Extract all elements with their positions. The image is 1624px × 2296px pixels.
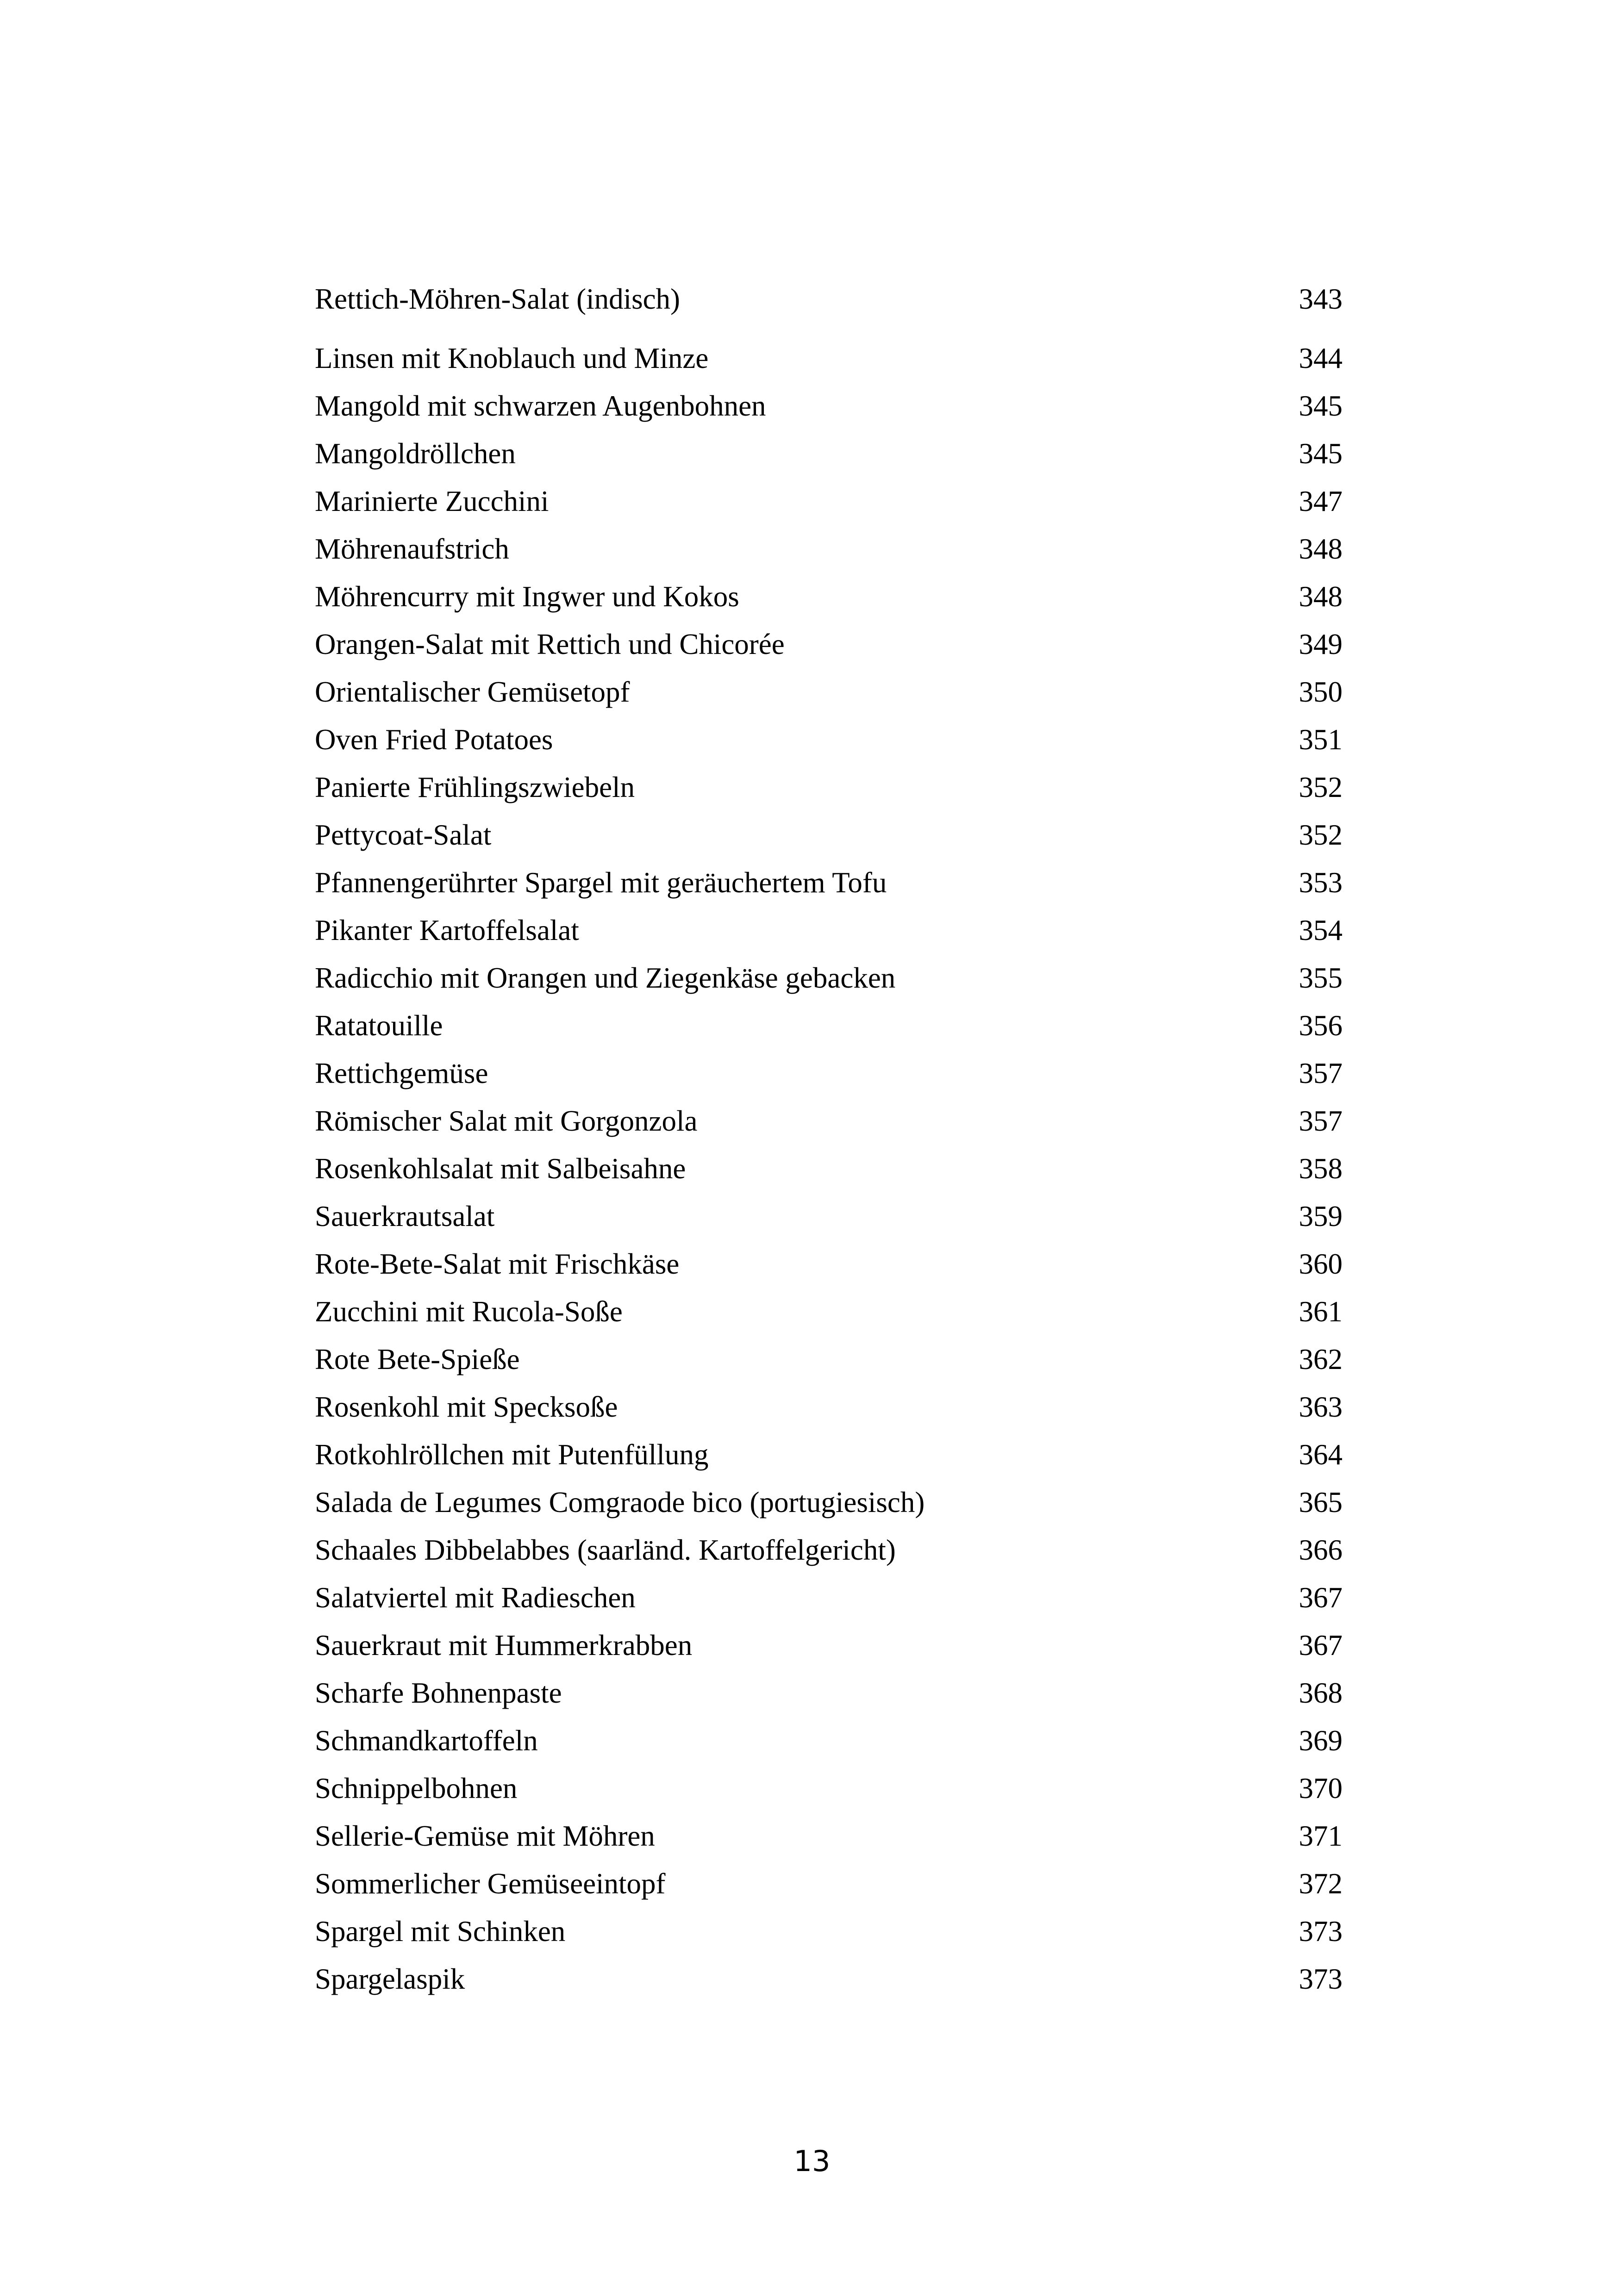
toc-entry-title: Sauerkraut mit Hummerkrabben <box>315 1629 693 1661</box>
toc-entry-page: 351 <box>1299 723 1343 756</box>
toc-entry-page: 363 <box>1299 1391 1343 1423</box>
toc-entry-page: 348 <box>1299 533 1343 565</box>
toc-entry-page: 373 <box>1299 1963 1343 1995</box>
toc-entry <box>315 478 1343 525</box>
toc-entry-title: Rosenkohl mit Specksoße <box>315 1391 618 1423</box>
toc-entry-title: Linsen mit Knoblauch und Minze <box>315 342 709 374</box>
toc-entry <box>315 1526 1343 1574</box>
toc-entry <box>315 1812 1343 1860</box>
toc-entry <box>315 335 1343 382</box>
toc-entry-page: 357 <box>1299 1057 1343 1089</box>
toc-entry-page: 359 <box>1299 1200 1343 1232</box>
toc-entry-title: Möhrencurry mit Ingwer und Kokos <box>315 580 739 613</box>
toc-entry-page: 356 <box>1299 1009 1343 1042</box>
toc-entry-title: Römischer Salat mit Gorgonzola <box>315 1105 698 1137</box>
toc-entry-page: 350 <box>1299 676 1343 708</box>
toc-entry-title: Rettich-Möhren-Salat (indisch) <box>315 283 681 315</box>
toc-entry-title: Rote-Bete-Salat mit Frischkäse <box>315 1248 680 1280</box>
toc-entry <box>315 1050 1343 1097</box>
toc-entry-page: 362 <box>1299 1343 1343 1375</box>
toc-entry <box>315 1908 1343 1955</box>
toc-entry-page: 365 <box>1299 1486 1343 1518</box>
toc-entry-page: 348 <box>1299 580 1343 613</box>
toc-entry <box>315 1097 1343 1145</box>
toc-entry-page: 360 <box>1299 1248 1343 1280</box>
toc-entry-page: 347 <box>1299 485 1343 517</box>
toc-entry-title: Schnippelbohnen <box>315 1772 518 1804</box>
toc-entry-page: 353 <box>1299 866 1343 899</box>
toc-entry <box>315 1860 1343 1908</box>
toc-entry-title: Rettichgemüse <box>315 1057 488 1089</box>
toc-entry-page: 358 <box>1299 1152 1343 1185</box>
toc-entry-page: 345 <box>1299 390 1343 422</box>
toc-entry-title: Radicchio mit Orangen und Ziegenkäse gebacken <box>315 962 896 994</box>
toc-entry <box>315 1145 1343 1193</box>
toc-entry <box>315 382 1343 430</box>
toc-entry-title: Pikanter Kartoffelsalat <box>315 914 579 946</box>
toc-entry-page: 357 <box>1299 1105 1343 1137</box>
toc-entry-title: Sauerkrautsalat <box>315 1200 495 1232</box>
toc-entry <box>315 1955 1343 2003</box>
toc-entry <box>315 1479 1343 1526</box>
toc-entry-page: 352 <box>1299 819 1343 851</box>
toc-entry-title: Schaales Dibbelabbes (saarländ. Kartoffelgericht) <box>315 1534 896 1566</box>
toc-entry <box>315 275 1343 323</box>
toc-entry-title: Pettycoat-Salat <box>315 819 492 851</box>
toc-entry <box>315 1717 1343 1765</box>
toc-entry-title: Oven Fried Potatoes <box>315 723 553 756</box>
toc-entry-page: 354 <box>1299 914 1343 946</box>
toc-entry <box>315 764 1343 811</box>
toc-entry-title: Orientalischer Gemüsetopf <box>315 676 630 708</box>
toc-entry-title: Salatviertel mit Radieschen <box>315 1581 636 1614</box>
toc-entry-page: 352 <box>1299 771 1343 803</box>
page-number: 13 <box>793 2144 831 2178</box>
toc-entry-page: 371 <box>1299 1820 1343 1852</box>
toc-entry <box>315 573 1343 621</box>
toc-entry-title: Panierte Frühlingszwiebeln <box>315 771 635 803</box>
toc-entry <box>315 716 1343 764</box>
toc-entry-page: 372 <box>1299 1867 1343 1900</box>
toc-entry-page: 367 <box>1299 1629 1343 1661</box>
toc-entry <box>315 1574 1343 1622</box>
toc-entry-page: 355 <box>1299 962 1343 994</box>
toc-entry-page: 344 <box>1299 342 1343 374</box>
toc-entry <box>315 668 1343 716</box>
toc-entry-title: Spargel mit Schinken <box>315 1915 566 1948</box>
toc-entry-page: 366 <box>1299 1534 1343 1566</box>
toc-entry <box>315 1336 1343 1383</box>
toc-entry <box>315 1002 1343 1050</box>
toc-entry-title: Scharfe Bohnenpaste <box>315 1677 562 1709</box>
toc-entry <box>315 1669 1343 1717</box>
toc-entry <box>315 907 1343 954</box>
toc-entry <box>315 1240 1343 1288</box>
toc-entry-title: Möhrenaufstrich <box>315 533 509 565</box>
toc-entry <box>315 1383 1343 1431</box>
toc-entry <box>315 859 1343 907</box>
toc-entry-title: Schmandkartoffeln <box>315 1724 538 1757</box>
toc-entry-title: Mangold mit schwarzen Augenbohnen <box>315 390 766 422</box>
toc-entry <box>315 1622 1343 1669</box>
toc-entry-title: Rotkohlröllchen mit Putenfüllung <box>315 1438 709 1471</box>
table-of-contents <box>315 275 1343 2003</box>
toc-entry-title: Orangen-Salat mit Rettich und Chicorée <box>315 628 785 660</box>
toc-entry-page: 368 <box>1299 1677 1343 1709</box>
toc-entry-page: 370 <box>1299 1772 1343 1804</box>
toc-entry <box>315 1765 1343 1812</box>
toc-entry-page: 361 <box>1299 1295 1343 1328</box>
toc-entry-title: Marinierte Zucchini <box>315 485 549 517</box>
toc-entry <box>315 525 1343 573</box>
toc-entry-title: Sellerie-Gemüse mit Möhren <box>315 1820 655 1852</box>
toc-entry-page: 373 <box>1299 1915 1343 1948</box>
toc-entry-page: 349 <box>1299 628 1343 660</box>
toc-entry-title: Rote Bete-Spieße <box>315 1343 520 1375</box>
toc-entry-title: Ratatouille <box>315 1009 443 1042</box>
toc-entry-page: 364 <box>1299 1438 1343 1471</box>
toc-entry <box>315 430 1343 478</box>
toc-entry <box>315 621 1343 668</box>
toc-entry-page: 343 <box>1299 283 1343 315</box>
toc-entry-title: Zucchini mit Rucola-Soße <box>315 1295 623 1328</box>
toc-entry <box>315 1431 1343 1479</box>
toc-entry <box>315 811 1343 859</box>
toc-entry-title: Salada de Legumes Comgraode bico (portugiesisch) <box>315 1486 925 1518</box>
toc-entry-title: Rosenkohlsalat mit Salbeisahne <box>315 1152 686 1185</box>
toc-entry-title: Sommerlicher Gemüseeintopf <box>315 1867 666 1900</box>
toc-entry-page: 345 <box>1299 437 1343 470</box>
toc-entry-title: Spargelaspik <box>315 1963 465 1995</box>
toc-entry-page: 367 <box>1299 1581 1343 1614</box>
toc-entry <box>315 1288 1343 1336</box>
toc-entry-page: 369 <box>1299 1724 1343 1757</box>
toc-entry-title: Pfannengerührter Spargel mit geräuchertem Tofu <box>315 866 887 899</box>
toc-entry <box>315 1193 1343 1240</box>
toc-entry-title: Mangoldröllchen <box>315 437 516 470</box>
toc-entry <box>315 954 1343 1002</box>
